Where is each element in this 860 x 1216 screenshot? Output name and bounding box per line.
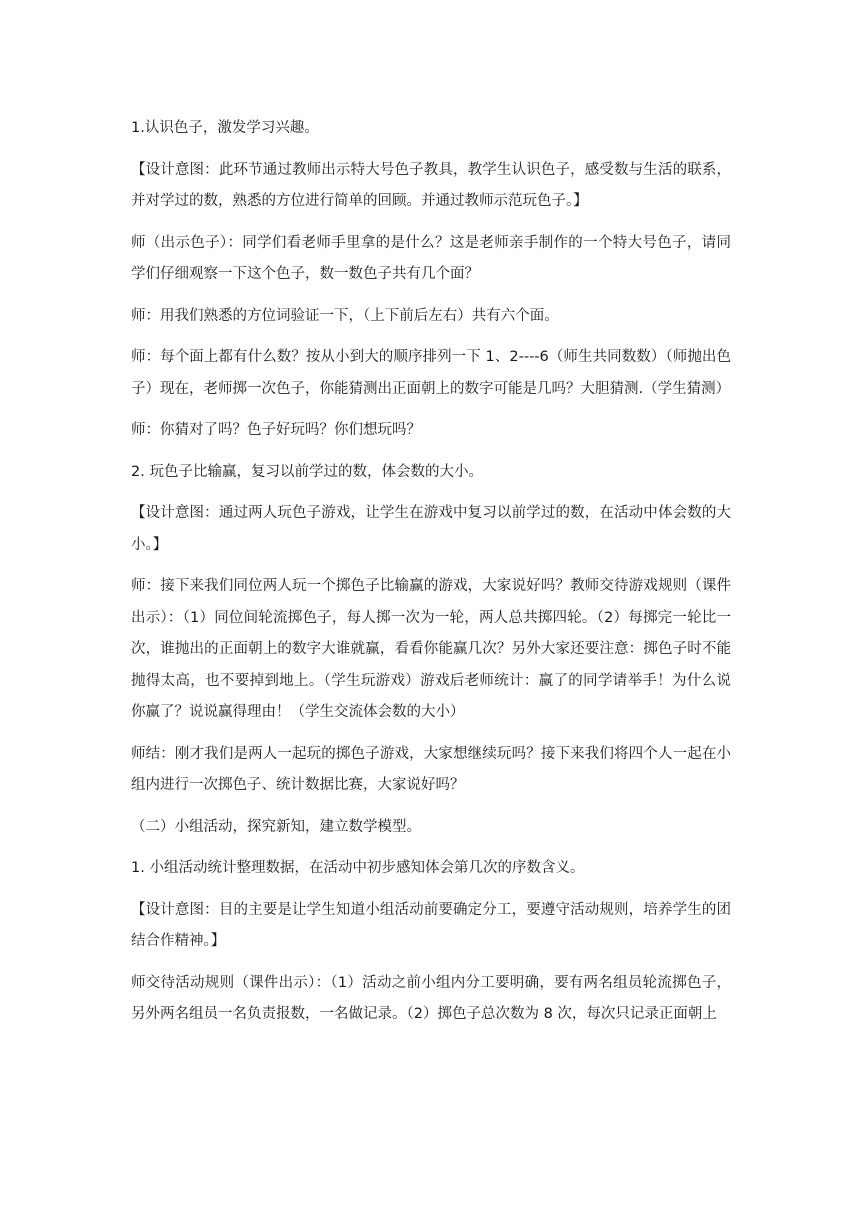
subsection-heading-statistics: 1. 小组活动统计整理数据，在活动中初步感知体会第几次的序数含义。 (131, 860, 585, 876)
teacher-activity-rules: 师交待活动规则（课件出示）：（1）活动之前小组内分工要明确，要有两名组员轮流掷色子，另外两名组员一名负责报数，一名做记录。（2）掷色子总次数为 8 次，每次只记录正面朝上 (131, 974, 731, 1022)
teacher-dialogue-numbers: 师：每个面上都有什么数？按从小到大的顺序排列一下 1、2----6（师生共同数数）（师抛出色子）现在，老师掷一次色子，你能猜测出正面朝上的数字可能是几吗？大胆猜测.（学生猜测） (131, 349, 731, 397)
teacher-dialogue-six-faces: 师：用我们熟悉的方位词验证一下，（上下前后左右）共有六个面。 (131, 307, 559, 324)
section-heading-group-activity: （二）小组活动，探究新知，建立数学模型。 (131, 818, 421, 835)
design-intent-2: 【设计意图：通过两人玩色子游戏，让学生在游戏中复习以前学过的数，在活动中体会数的大小。】 (131, 505, 731, 553)
teacher-dialogue-guess: 师：你猜对了吗？色子好玩吗？你们想玩吗？ (131, 422, 421, 438)
teacher-summary: 师结：刚才我们是两人一起玩的掷色子游戏，大家想继续玩吗？接下来我们将四个人一起在小组内进行一次掷色子、统计数据比赛，大家说好吗？ (131, 745, 731, 793)
teacher-dialogue-show-dice: 师（出示色子）：同学们看老师手里拿的是什么？这是老师亲手制作的一个特大号色子，请同学们仔细观察一下这个色子，数一数色子共有几个面？ (131, 234, 731, 282)
teacher-dialogue-game-rules: 师：接下来我们同位两人玩一个掷色子比输赢的游戏，大家说好吗？教师交待游戏规则（课件出示）：（1）同位间轮流掷色子，每人掷一次为一轮，两人总共掷四轮。（2）每掷完一轮比一次，谁抛出的正面朝上的数字大谁就赢，看看你能赢几次？另外大家还要注意：掷色子时不能抛得太高，也不要掉到地上。（学生玩游戏）游戏后老师统计：赢了的同学请举手！为什么说你赢了？说说赢得理由！（学生交流体会数的大小） (131, 578, 731, 720)
design-intent-3: 【设计意图：目的主要是让学生知道小组活动前要确定分工，要遵守活动规则，培养学生的团结合作精神。】 (131, 901, 731, 949)
section-heading-dice-game: 2. 玩色子比输赢，复习以前学过的数，体会数的大小。 (131, 463, 483, 480)
design-intent-1: 【设计意图：此环节通过教师出示特大号色子教具，教学生认识色子，感受数与生活的联系，并对学过的数，熟悉的方位进行简单的回顾。并通过教师示范玩色子。】 (131, 161, 731, 209)
section-heading-recognize-dice: 1.认识色子，激发学习兴趣。 (131, 120, 319, 136)
document-body (131, 113, 731, 1041)
